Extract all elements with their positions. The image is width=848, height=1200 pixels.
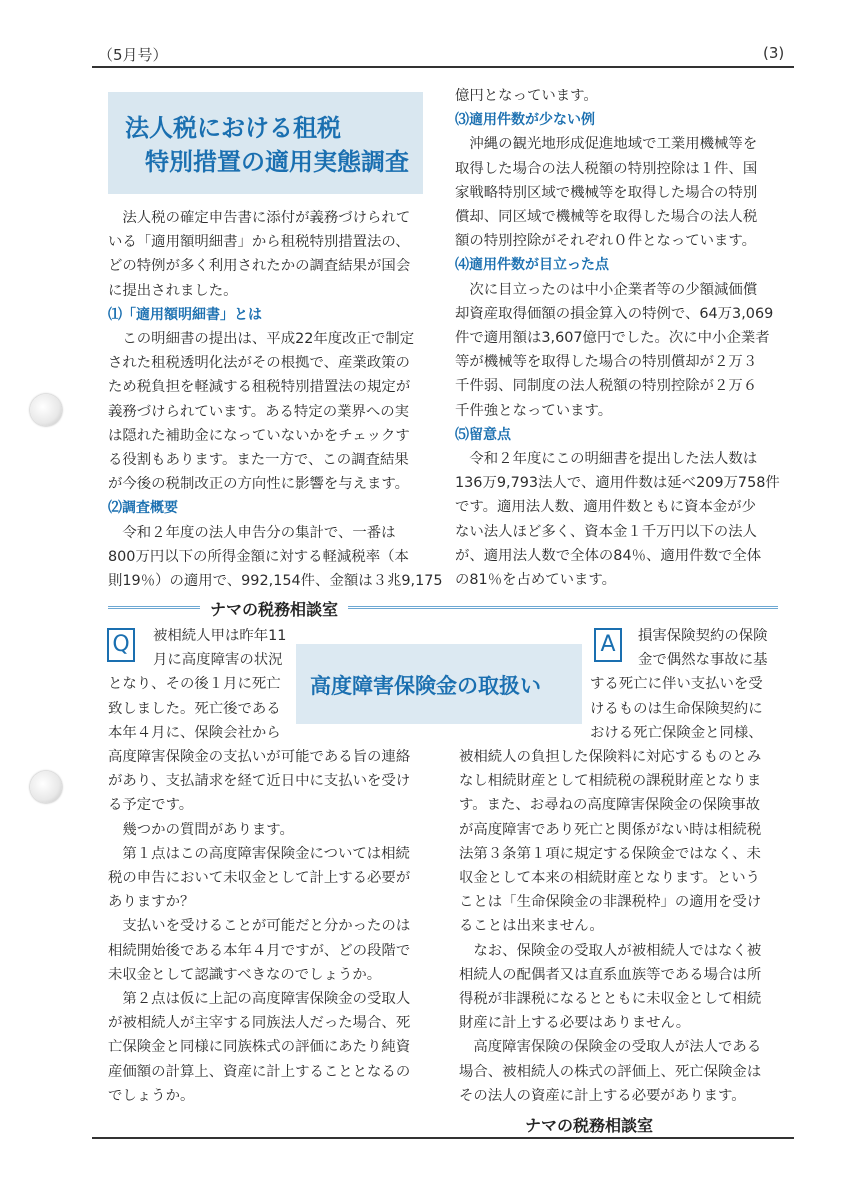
text-line: どの特例が多く利用されたかの調査結果が国会 (108, 258, 411, 275)
text-line: なし相続財産として相続税の課税財産となりま (459, 773, 762, 790)
text-line: 法人税の確定申告書に添付が義務づけられて (108, 210, 411, 226)
text-line: この明細書の提出は、平成22年度改正で制定 (108, 331, 415, 348)
text-line: 等が機械等を取得した場合の特別償却が２万３ (455, 354, 758, 371)
text-line: ることは出来ません。 (459, 918, 604, 935)
text-line: 財産に計上する必要はありません。 (459, 1015, 691, 1032)
page-number: (3) (763, 44, 785, 62)
text-line: 被相続人の負担した保険料に対応するものとみ (459, 749, 762, 765)
text-line: る役割もあります。また一方で、この調査結果 (108, 452, 409, 469)
text-line: ことは「生命保険金の非課税枠」の適用を受け (459, 894, 762, 911)
text-line: 場合、被相続人の株式の評価上、死亡保険金は (459, 1063, 762, 1080)
text-line: 損害保険契約の保険 (638, 628, 768, 644)
header-rule (92, 66, 794, 68)
text-line: 第１点はこの高度障害保険金については相続 (108, 845, 410, 862)
question-mark-box: Q (107, 628, 135, 662)
text-line: る予定です。 (108, 797, 194, 814)
text-line: 800万円以下の所得金額に対する軽減税率（本 (108, 548, 409, 565)
article-title-box (108, 92, 423, 194)
text-line: 幾つかの質問があります。 (108, 821, 294, 838)
text-line: ありますか？ (108, 894, 195, 911)
text-line: 高度障害保険の保険金の受取人が法人である (459, 1039, 762, 1056)
text-line: 償却、同区域で機械等を取得した場合の法人税 (455, 209, 758, 226)
article-title-line1: 法人税における租税 (125, 114, 341, 142)
text-line: が高度障害であり死亡と関係がない時は相続税 (459, 821, 762, 838)
article-right-column (455, 84, 780, 592)
text-line: 令和２年度にこの明細書を提出した法人数は (455, 451, 758, 468)
text-line: 千件強となっています。 (455, 402, 613, 419)
text-line: 令和２年度の法人申告分の集計で、一番は (108, 524, 396, 541)
text-line: いる「適用額明細書」から租税特別措置法の、 (108, 234, 410, 251)
text-line: は隠れた補助金になっていないかをチェックす (108, 427, 410, 444)
text-line: 第２点は仮に上記の高度障害保険金の受取人 (108, 991, 411, 1008)
article-left-column (108, 206, 443, 593)
text-line: 取得した場合の法人税額の特別控除は１件、国 (455, 160, 758, 177)
text-line: です。適用法人数、適用件数ともに資本金が少 (455, 499, 757, 516)
text-line: 収金として本来の相続財産となります。という (459, 870, 761, 887)
text-line: が、適用法人数で全体の84％、適用件数で全体 (455, 547, 762, 564)
section-heading: ⑸留意点 (455, 426, 511, 443)
text-line: 得税が非課税になるとともに未収金として相続 (459, 991, 762, 1008)
text-line: 法第３条第１項に規定する保険金ではなく、未 (459, 845, 761, 862)
text-line: の81％を占めています。 (455, 572, 617, 589)
section-heading: ⑶適用件数が少ない例 (455, 112, 595, 129)
consultation-title: 高度障害保険金の取扱い (310, 674, 541, 698)
text-line: 136万9,793法人で、適用件数は延べ209万758件 (455, 475, 780, 492)
text-line: が被相続人が主宰する同族法人だった場合、死 (108, 1015, 411, 1032)
text-line: 沖縄の観光地形成促進地域で工業用機械等を (455, 136, 758, 153)
text-line: 却資産取得価額の損金算入の特例で、64万3,069 (455, 305, 774, 322)
answer-text (459, 745, 761, 1108)
section-heading: ⑴「適用額明細書」とは (108, 306, 262, 323)
text-line: 税の申告において未収金として計上する必要が (108, 870, 411, 887)
question-text-narrow (108, 624, 286, 745)
text-line: 相続開始後である本年４月ですが、どの段階で (108, 942, 411, 959)
text-line: 月に高度障害の状況 (153, 652, 283, 669)
footer-rule (92, 1137, 794, 1139)
text-line: 産価額の計算上、資産に計上することとなるの (108, 1063, 411, 1080)
text-line: 則19％）の適用で、992,154件、金額は３兆9,175 (108, 573, 443, 590)
text-line: でしょうか。 (108, 1087, 195, 1104)
text-line: する死亡に伴い支払いを受 (590, 676, 763, 693)
section-heading: ⑵調査概要 (108, 500, 178, 517)
text-line: 家戦略特別区域で機械等を取得した場合の特別 (455, 184, 758, 201)
text-line: 件で適用額は3,607億円でした。次に中小企業者 (455, 330, 770, 347)
question-text (108, 745, 410, 1108)
article-title-line2: 特別措置の適用実態調査 (145, 148, 409, 176)
text-line: ため税負担を軽減する租税特別措置法の規定が (108, 379, 411, 396)
issue-label: （5月号） (98, 46, 168, 64)
text-line: 額の特別控除がそれぞれ０件となっています。 (455, 233, 757, 250)
punch-hole-top (30, 394, 62, 426)
text-line: が今後の税制改正の方向性に影響を与えます。 (108, 476, 410, 493)
text-line: 千件弱、同制度の法人税額の特別控除が２万６ (455, 378, 758, 395)
text-line: 被相続人甲は昨年11 (153, 628, 287, 644)
text-line: 亡保険金と同様に同族株式の評価にあたり純資 (108, 1039, 411, 1056)
text-line: 相続人の配偶者又は直系血族等である場合は所 (459, 966, 762, 983)
text-line: 金で偶然な事故に基 (638, 652, 768, 669)
text-line: された租税透明化法がその根拠で、産業政策の (108, 355, 410, 372)
answer-text-narrow (590, 624, 768, 745)
text-line: 高度障害保険金の支払いが可能である旨の連絡 (108, 749, 411, 765)
footer-label: ナマの税務相談室 (515, 1113, 663, 1136)
text-line: 致しました。死亡後である (108, 700, 281, 717)
text-line: 未収金として認識すべきなのでしょうか。 (108, 966, 382, 983)
text-line: おける死亡保険金と同様、 (590, 724, 763, 741)
text-line: があり、支払請求を経て近日中に支払いを受け (108, 773, 411, 790)
text-line: なお、保険金の受取人が被相続人ではなく被 (459, 942, 762, 959)
text-line: 本年４月に、保険会社から (108, 724, 281, 741)
text-line: す。また、お尋ねの高度障害保険金の保険事故 (459, 797, 761, 814)
text-line: となり、その後１月に死亡 (108, 676, 281, 693)
text-line: けるものは生命保険契約に (590, 700, 763, 717)
text-line: 義務づけられています。ある特定の業界への実 (108, 403, 410, 420)
text-line: 次に目立ったのは中小企業者等の少額減価償 (455, 281, 758, 298)
text-line: 支払いを受けることが可能だと分かったのは (108, 918, 411, 935)
text-line: その法人の資産に計上する必要があります。 (459, 1087, 746, 1104)
section-label: ナマの税務相談室 (200, 597, 348, 620)
answer-mark-box: A (594, 628, 622, 662)
text-line: ない法人ほど多く、資本金１千万円以下の法人 (455, 523, 757, 540)
text-line: に提出されました。 (108, 282, 238, 299)
punch-hole-bottom (30, 771, 62, 803)
text-line: 億円となっています。 (455, 88, 598, 104)
section-heading: ⑷適用件数が目立った点 (455, 257, 609, 274)
